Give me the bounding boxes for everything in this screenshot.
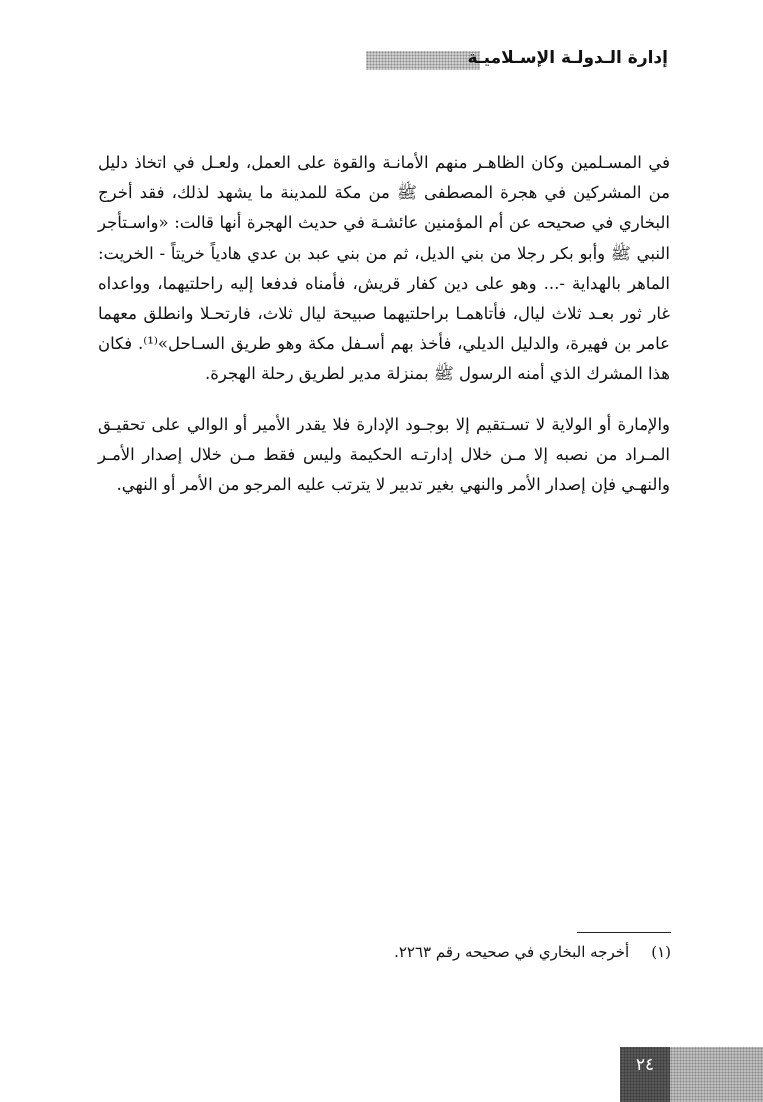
- main-text: [98, 148, 670, 500]
- page-edge-strip: [670, 1047, 763, 1102]
- footnote-separator: [577, 932, 671, 933]
- footnote-number: (١): [651, 943, 671, 961]
- footnote-text: أخرجه البخاري في صحيحه رقم ٢٢٦٣.: [394, 943, 630, 961]
- paragraph-1: في المسـلمين وكان الظاهـر منهم الأمانـة والقوة على العمل، ولعـل في اتخاذ دليل من المشركين في هجرة المصطفى ﷺ من مكة للمدينة ما يشهد لذلك، فقد أخرج البخاري في صحيحه عن أم المؤمنين عائشـة في حديث الهجرة أنها قالت: «واسـتأجر النبي ﷺ وأبو بكر رجلا من بني الديل، ثم من بني عبد بن عدي هادياً خريتاً - الخريت: الماهر بالهداية -... وهو على دين كفار قريش، فأمناه فدفعا إليه راحلتيهما، وواعداه غار ثور بعـد ثلاث ليال، فأتاهمـا براحلتيهما صبيحة ليال ثلاث، فارتحـلا وانطلق معهما عامر بن فهيرة، والدليل الديلي، فأخذ بهم أسـفل مكة وهو طريق السـاحل»⁽¹⁾. فكان هذا المشرك الذي أمنه الرسول ﷺ بمنزلة مدير لطريق رحلة الهجرة.: [98, 153, 671, 384]
- page-number-box: [620, 1047, 670, 1102]
- paragraph-2: والإمارة أو الولاية لا تسـتقيم إلا بوجـود الإدارة فلا يقدر الأمير أو الوالي على تحقيـق المـراد من نصبه إلا مـن خلال إدارتـه الحكيمة وليس فقط مـن خلال إصدار الأمـر والنهـي فإن إصدار الأمر والنهي بغير تدبير لا يترتب عليه المرجو من الأمر أو النهي.: [98, 414, 670, 495]
- header-decoration-bar: [366, 51, 480, 70]
- page-number: ٢٤: [635, 1055, 655, 1075]
- footnote: [300, 943, 671, 961]
- header-title: إدارة الـدولـة الإسـلاميـة: [467, 48, 668, 68]
- running-header: [98, 44, 668, 78]
